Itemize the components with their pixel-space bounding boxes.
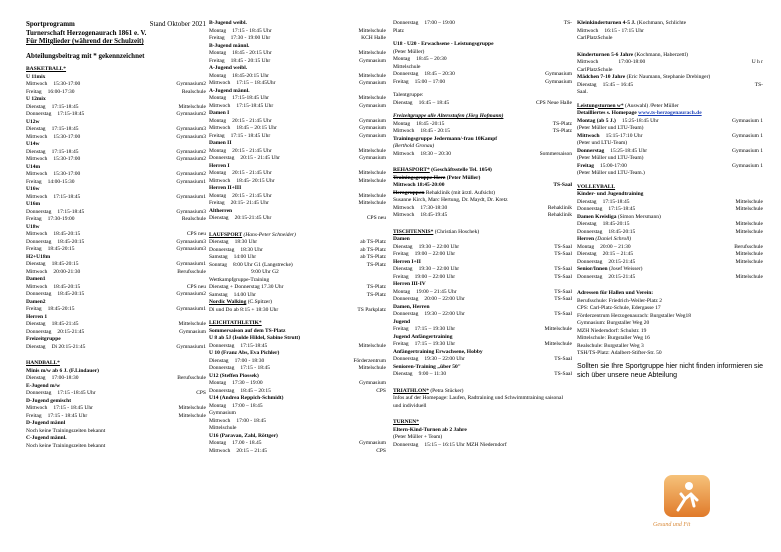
schedule-row: Dienstag 20:15-21:45 Uhr CPS neu [209,215,386,221]
group-heading: U16m [26,201,41,207]
schedule-row: Montag 19:00 – 21:45 Uhr TS-Saal [393,288,572,295]
schedule-row: Mittwoch 18:45-20:15 CPS neu [26,231,206,237]
promo-text: Sollten sie Ihre Sportgruppe hier nicht finden informieren sie sich über unsere neue Abteilung [577,362,763,379]
schedule-row: Mittwoch 18:30 – 20:30 Sommersaison [393,150,572,157]
header-row [26,20,206,29]
schedule-row: Mittwoch 17:15 - 18:45 Uhr Mittelschule [26,405,206,411]
schedule-row: Samstag 14.00 Uhr TS-Platz [209,291,386,298]
section-triathlon: TRIATHLON* (Petra Stücker) [393,387,464,394]
column-1 [26,20,206,450]
group-heading: A-Jugend männl. [209,87,250,94]
schedule-row: Donnerstag 15:25-18:45 Uhr Gymnasium 1 [577,147,763,154]
group-heading: Damen1 [26,276,46,282]
schedule-row: Montag 20:15 - 21:45 Uhr Mittelschule [209,192,386,199]
schedule-row: Mittwoch 18:45-20:00 TS-Saal [393,182,572,188]
section-leichtathletik: LEICHTATHLETIK* [209,320,262,326]
schedule-row: Montag 18:45-20:15 Uhr Mittelschule [209,72,386,79]
schedule-row: Montag 18:45 – 20:30 [393,56,447,62]
schedule-row: Dienstag 19:30 – 22:00 Uhr TS-Saal [393,243,572,250]
group-heading: B-Jugend weibl. [209,20,247,26]
staff: Susanne Kirch, Marc Hertung, Dr. Maydt, Dr. Kretz [393,197,508,203]
column-2 [209,20,386,455]
schedule-row: Dienstag 15:45 – 16:45 TS- [577,81,763,88]
schedule-row: Mittwoch 18:45 – 20:15 Uhr Gymnasium [209,125,386,131]
group-heading: Damen I [209,110,230,116]
section-turnen: TURNEN* [393,419,419,425]
schedule-row: Freitag 17:30-19:00 Realschule [26,216,206,222]
group-heading: U14 (Andrea Reppich-Schmidt) [209,395,284,401]
schedule-row: Mittwoch 20:15 – 21:45 CPS [209,447,386,454]
address-line: Berufsschule: Friedrich-Weiler-Platz 2 [577,297,662,304]
group-heading: Jugend [393,318,411,325]
group-heading: Damen, Herren [393,303,430,310]
schedule-row: Donnerstag 20:00 – 22:00 Uhr TS-Saal [393,296,572,302]
address-line: CPS: Carl-Platz-Schule, Edergasse 17 [577,305,661,311]
group-heading: Herzgruppen Rehaklinik (mit ärztl. Aufsicht) [393,189,495,196]
schedule-row: Donnerstag 20:15 - 21:45 Uhr Gymnasium [209,155,386,161]
group-heading: Kleinkinderturnen 4-5 J. (Kochmann, Schlichte [577,20,687,26]
schedule-row: Donnerstag 19:30 – 22:00 Uhr TS-Saal [393,356,572,362]
gesund-und-fit-logo-icon [661,472,713,520]
group-heading: Herren II+III [209,185,242,191]
group-heading: Trainingsgruppe Jedermann/-frau 10Kampf [393,135,498,142]
fee-note: Abteilungsbeitrag mit * gekennzeichnet [26,51,145,60]
schedule-row: Donnerstag 17:15 -18:45 Uhr CPS [26,390,206,396]
schedule-row: Samstag 14:00 Uhr ab TS-Platz [209,254,386,260]
group-heading: Talentgruppe: [393,92,424,98]
group-heading: Herren I [209,162,230,169]
schedule-row: Donnerstag 20:15-21:45 Mittelschule [577,258,763,265]
schedule-row: Montag (ab 5 J.) 15:25-18:45 Uhr Gymnasium 1 [577,117,763,124]
group-heading: Nordic Walking (C.Spitzer) [209,299,273,305]
group-heading: U16 (Paravan, Zahl, Röttger) [209,432,278,439]
schedule-place: CarlPlatzSchule [577,35,613,41]
schedule-row: Mittwoch 17:00 - 18:45 [209,417,267,424]
schedule-place: CarlPlatzSchule [577,66,613,73]
section-laufsport: LAUFSPORT (Hans-Peter Schneider) [209,231,296,238]
group-heading: A-Jugend weibl. [209,65,248,71]
schedule-place: Gymnasium [209,410,236,416]
schedule-row: Di und Do ab 8:15 + 18:30 Uhr TS Parkplatz [209,306,386,313]
schedule-row: Mittwoch 17:00-18:00 U h r [577,59,763,65]
group-heading: Anfängertraining Erwachsene, Hobby [393,348,483,355]
column-4 [577,20,763,380]
schedule-row: Dienstag 9:00 – 11:30 TS-Saal [393,371,572,377]
group-heading: Wettkampfgruppe-Training [209,276,270,283]
schedule-row: Donnerstag 15:15 – 16:15 Uhr MZH Niederndorf [393,441,507,448]
schedule-row: Montag 17:15 - 18:45 Uhr Mittelschule [209,27,386,34]
schedule-row: Donnerstag 20:15-21:45 Gymnasium [26,328,206,335]
schedule-row: Dienstag Di 20:15-21:45 Gymnasium1 [26,343,206,350]
group-heading: Kinderturnen 5-6 Jahre (Kochmann, Haberzettl) [577,51,688,58]
schedule-row: Donnerstag 17:15-18:45 Mittelschule [209,342,386,349]
address-line: MZH Niederndorf: Schulstr. 19 [577,327,647,334]
schedule-row: Montag 17:15-18:45 Uhr Mittelschule [209,95,386,101]
note-text: Noch keine Trainingszeiten bekannt [26,427,106,434]
group-heading: Herren III-IV [393,281,426,287]
schedule-row: Freitag 14:00-15:30 Gymnasium1 [26,178,206,185]
schedule-place: Saal. [577,89,588,95]
schedule-row: Mittwoch 15:30-17:00 Gymnasium2 [26,171,206,177]
group-heading: D-Jugend gemischt [26,397,72,404]
address-line: Gymnasium: Burgstaller Weg 20 [577,320,650,326]
schedule-row: Mittwoch 18:45-19:45 Rehaklinik [393,212,572,218]
schedule-row: Freitag 18:45 - 20:15 Uhr Gymnasium [209,57,386,64]
group-heading: Senior/Innen (Josef Weisser) [577,266,643,272]
group-heading: U14m [26,163,41,170]
schedule-row: Dienstag 20:15 – 21:45 Mittelschule [577,251,763,257]
schedule-row: Freitag 18:45-20:15 Gymnasium1 [26,306,206,312]
schedule-row: Dienstag 18:30 Uhr ab TS-Platz [209,239,386,245]
schedule-row: Freitag 15:00-17:00 Gymnasium 1 [577,162,763,169]
schedule-row: Montag 17:30 – 19:00 Gymnasium [209,380,386,386]
schedule-row: Dienstag 17:15-18:45 Mittelschule [577,198,763,205]
triathlon-info: Infos auf der Homepage: Laufen, Radtraining und Schwimmtraining saisonal und individuell [393,395,563,409]
schedule-row: Montag 20:15 - 21:45 Uhr Mittelschule [209,147,386,154]
schedule-row: Mittwoch 18:45-20:15 CPS neu [26,283,206,290]
leader: (Berthold Gronau) [393,143,435,149]
group-heading: C-Jugend männl. [26,435,67,441]
schedule-place: Platz [393,27,404,34]
schedule-row: Mittwoch 18:45 - 20:15 TS-Platz [393,128,572,134]
address-line: TSH/TS-Platz: Adalbert-Stifter-Str. 50 [577,350,662,356]
group-heading: Herren 1 [26,313,48,320]
schedule-row: Freitag 17:15 – 19:30 Uhr Mittelschule [393,341,572,347]
address-line: Realschule: Burgstaller Weg 3 [577,342,644,349]
group-heading: Damen Kreisliga (Simon Mersmann) [577,213,661,220]
group-heading: Damen [393,236,410,242]
schedule-note: (Peter Müller und LTU-Team) [577,155,644,161]
group-heading: U 11mix [26,73,46,80]
column-3 [393,20,572,449]
schedule-row: Donnerstag 17:00 – 19:00 TS- [393,20,572,26]
group-heading: Freizeitgruppe [26,336,61,342]
leader: (Peter Müller) [393,48,425,55]
schedule-row: Mittwoch 15:30-17:00 Gymnasium3 [26,133,206,140]
group-heading: Trainingsgruppe Herz (Peter Müller) [393,174,481,181]
schedule-row: Donnerstag 18:45 – 20:30 Gymnasium [393,71,572,77]
page-title: Sportprogramm [26,20,75,28]
section-basketball: BASKETBALL* [26,66,67,72]
schedule-row: Mittwoch 20:00-21:30 Berufsschule [26,268,206,275]
note-text: Noch keine Trainingszeiten bekannt [26,442,106,449]
schedule-row: Freitag 15:00 – 17:00 Gymnasium [393,78,572,85]
group-heading: Eltern-Kind-Turnen ab 2 Jahre [393,426,467,433]
schedule-row: Montag 20:00 – 21:30 Berufsschule [577,243,763,250]
schedule-row: Mittwoch 17:15 – 18:45Uhr Gymnasium [209,80,386,86]
schedule-note: 9:00 Uhr G2 [251,269,279,275]
schedule-row: Freitag 17:15 - 18:45 Uhr Mittelschule [26,412,206,419]
group-heading: Sommersaison auf dem TS-Platz [209,327,286,334]
group-heading: Kinder- und Jugendtraining [577,191,644,197]
schedule-row: Freitag 17:15 - 18:45 Uhr Gymnasium [209,132,386,139]
group-heading: Damen2 [26,298,46,305]
schedule-row: Mittwoch 15:30-17:00 Gymnasium2 [26,156,206,162]
group-heading: U18w [26,223,40,230]
schedule-note: (Peter und LTU-Team) [577,140,628,146]
program-page [22,20,766,548]
schedule-row: Montag 18:45 -20:15 TS-Platz [393,120,572,127]
group-heading: U16w [26,186,40,192]
section-tischtennis: TISCHTENNIS* (Christian Hoschek) [393,228,480,235]
schedule-row: Mittwoch 16:15 - 17:15 Uhr [577,27,644,34]
logo-caption: Gesund und Fit [653,522,691,528]
group-heading: Damen II [209,140,232,146]
group-heading: U18 - U20 - Erwachsene - Leistungsgruppe [393,41,494,47]
members-note: Für Mitglieder (während der Schulzeit) [26,37,144,45]
schedule-place: Mittelschule [393,63,421,70]
section-leistungsturnen: Leistungsturnen w* (Auswahl) /Peter Müller [577,102,679,109]
group-heading: Herren I+II [393,258,421,265]
schedule-row: Freitag 16:00-17:30 Realschule [26,88,206,95]
schedule-row: Dienstag 17:00 - 18:30 Förderzentrum [209,357,386,364]
schedule-row: Mittwoch 15:15-17:10 Uhr Gymnasium 1 [577,132,763,139]
group-heading: U14w [26,141,40,147]
schedule-row: Donnerstag 17:15-18:45 Mittelschule [577,206,763,212]
group-heading: Herren (Daniel Schroll) [577,236,632,242]
address-title: Adressen für Hallen und Verein: [577,290,654,296]
schedule-row: Donnerstag 20:15-21:45 Mittelschule [577,273,763,280]
schedule-row: Mittwoch 17:30-18:30 Rehaklinik [393,204,572,211]
section-volleyball: VOLLEYBALL [577,183,616,190]
schedule-row: Dienstag 17:15-18:45 Gymnasium2 [26,148,206,155]
schedule-row: Donnerstag 18:30 Uhr ab TS-Platz [209,246,386,253]
schedule-row: Freitag 18:45-20:15 Gymnasium3 [26,246,206,252]
group-heading: U 12mix [26,96,46,102]
schedule-row: Montag 17:00 – 18:45 [209,402,263,409]
group-heading: D-Jugend männl [26,420,66,426]
schedule-row: Donnerstag 18:45 – 20:15 CPS [209,387,386,394]
group-heading: Senioren-Training „über 50" [393,363,461,370]
group-heading: U 8 ab 5J (Isolde Hildel, Sabine Strutt) [209,335,301,341]
group-heading: Freizeitgruppe alle Altersstufen (Jörg Hofmann) [393,113,504,119]
group-heading: Minis m/w ab 6 J. (F.Lindauer) [26,367,99,374]
schedule-row: Donnerstag 18:45-20:15 Gymnasium2 [26,291,206,297]
schedule-row: Mittwoch 18:45- 20:15 Uhr Mittelschule [209,177,386,184]
group-heading: U 10 (Franz Abs, Eva Pichler) [209,350,280,356]
group-heading: B-Jugend männl. [209,42,250,49]
homepage-link[interactable]: www.ts-herzogenaurach.de [638,110,702,116]
schedule-row: Freitag 20:15- 21:45 Uhr Mittelschule [209,200,386,206]
schedule-row: Montag 17.00 - 18.45 Gymnasium [209,440,386,446]
schedule-row: Freitag 17:30 - 19:00 Uhr KCH Halle [209,35,386,41]
group-heading: U12w [26,118,40,125]
schedule-row: Sonntag 8:00 Uhr G1 (Langstrecke) TS-Platz [209,261,386,268]
address-line: Mittelschule: Burgstaller Weg 16 [577,335,650,341]
group-heading: Altherren [209,207,233,214]
schedule-row: Donnerstag 17:15-18:45 Gymnasium3 [26,208,206,215]
group-heading: U12 (Steffen Piossek) [209,372,259,379]
schedule-row: Dienstag 18:45-20:15 Gymnasium1 [26,261,206,267]
schedule-row: Mittwoch 17:15-18:45 Uhr Gymnasium [209,102,386,109]
schedule-row: Dienstag 18:45-20:15 Mittelschule [577,221,763,227]
schedule-row: Freitag 17:15 – 19:30 Uhr Mittelschule [393,326,572,332]
group-heading: E-Jugend m/w [26,382,61,389]
address-line: Förderzentrum Herzogenaurach: Burgstaller Weg18 [577,312,692,319]
section-handball: HANDBALL* [26,360,60,366]
schedule-row: Dienstag 17:15-18:45 Gymnasium3 [26,126,206,132]
schedule-row: Dienstag 17:00-18:30 Berufsschule [26,375,206,381]
group-heading: Jugend Anfängertraining [393,333,453,340]
schedule-row: Dienstag 19:30 – 22:00 Uhr TS-Saal [393,266,572,272]
schedule-row: Freitag 19:00 – 22:00 Uhr TS-Saal [393,251,572,257]
group-heading: H2+U18m [26,253,51,260]
schedule-row: Donnerstag 19:30 – 22:00 Uhr TS-Saal [393,311,572,317]
schedule-row: Donnerstag 17:15-18:45 Gymnasium2 [26,111,206,117]
leader: (Peter Müller + Team) [393,434,443,440]
group-heading: Mädchen 7-10 Jahre (Eric Naumann, Stephanie Drebinger) [577,74,711,80]
schedule-row: Donnerstag 18:45-20:15 Mittelschule [577,228,763,235]
schedule-row: Montag 20:15 - 21:45 Uhr Mittelschule [209,170,386,176]
schedule-note: (Peter Müller und LTU-Team) [577,125,644,131]
stand-date: Stand Oktober 2021 [149,20,206,28]
schedule-row: Dienstag 17:15-18:45 Mittelschule [26,103,206,110]
schedule-row: Mittwoch 15:30-17:00 Gymnasium2 [26,81,206,87]
section-rehasport: REHASPORT* (Geschäftsstelle Tel. 1054) [393,167,492,173]
schedule-place: Mittelschule [209,425,237,431]
schedule-row: Dienstag + Donnerstag 17.30 Uhr TS-Platz [209,284,386,290]
schedule-row: Freitag 19:00 – 22:00 Uhr TS-Saal [393,273,572,280]
schedule-row: Dienstag 18:45-21:45 Mittelschule [26,321,206,327]
homepage-line: Detailliertes s. Homepage www.ts-herzogenaurach.de [577,110,702,116]
schedule-row: Donnerstag 17:15 - 18:45 Mittelschule [209,365,386,371]
schedule-row: Montag 18:45 - 20:15 Uhr Mittelschule [209,50,386,56]
schedule-row: Mittwoch 17:15-18:45 Gymnasium1 [26,193,206,200]
schedule-row: Donnerstag 18:45-20:15 Gymnasium3 [26,238,206,245]
club-name: Turnerschaft Herzogenaurach 1861 e. V. [26,28,147,37]
schedule-note: (Peter Müller und LTU-Team.) [577,170,645,176]
schedule-row: Dienstag 16:45 – 18:45 CPS Neue Halle [393,99,572,106]
schedule-row: Montag 20:15 - 21:45 Uhr Gymnasium [209,117,386,124]
